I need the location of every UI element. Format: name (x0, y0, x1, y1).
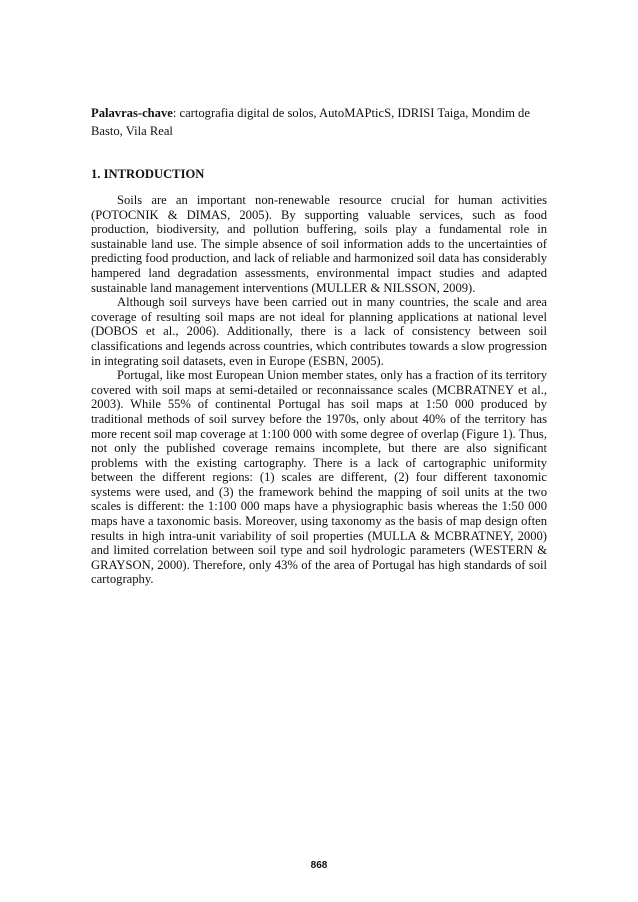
keywords (91, 104, 547, 140)
keywords-text: : cartografia digital de solos, AutoMAPticS, IDRISI Taiga, Mondim de Basto, Vila Real (91, 106, 530, 138)
paragraph: Soils are an important non-renewable resource crucial for human activities (POTOCNIK & DIMAS, 2005). By supporting valuable services, such as food production, biodiversity, and pollution buffering, soils play a fundamental role in sustainable land use. The simple absence of soil information adds to the uncertainties of predicting food production, and lack of reliable and harmonized soil data has considerably hampered land degradation assessments, environmental impact studies and adapted sustainable land management interventions (MULLER & NILSSON, 2009). (91, 193, 547, 295)
section-heading: 1. INTRODUCTION (91, 167, 205, 181)
body-text (91, 193, 547, 587)
page-number: 868 (310, 860, 328, 871)
paragraph: Although soil surveys have been carried out in many countries, the scale and area coverage of resulting soil maps are not ideal for planning applications at national level (DOBOS et al., 2006). Additionally, there is a lack of consistency between soil classifications and legends across countries, which contributes towards a slow progression in integrating soil datasets, even in Europe (ESBN, 2005). (91, 295, 547, 368)
paragraph: Portugal, like most European Union member states, only has a fraction of its territory covered with soil maps at semi-detailed or reconnaissance scales (MCBRATNEY et al., 2003). While 55% of continental Portugal has soil maps at 1:50 000 produced by traditional methods of soil survey before the 1970s, only about 40% of the territory has more recent soil map coverage at 1:100 000 with some degree of overlap (Figure 1). Thus, not only the published coverage remains incomplete, but there are also significant problems with the existing cartography. There is a lack of cartographic uniformity between the different regions: (1) scales are different, (2) four different taxonomic systems were used, and (3) the framework behind the mapping of soil units at the two scales is different: the 1:100 000 maps have a physiographic basis whereas the 1:50 000 maps have a taxonomic basis. Moreover, using taxonomy as the basis of map design often results in high intra-unit variability of soil properties (MULLA & MCBRATNEY, 2000) and limited correlation between soil type and soil hydrologic parameters (WESTERN & GRAYSON, 2000). Therefore, only 43% of the area of Portugal has high standards of soil cartography. (91, 368, 547, 587)
keywords-label: Palavras-chave (91, 106, 173, 120)
